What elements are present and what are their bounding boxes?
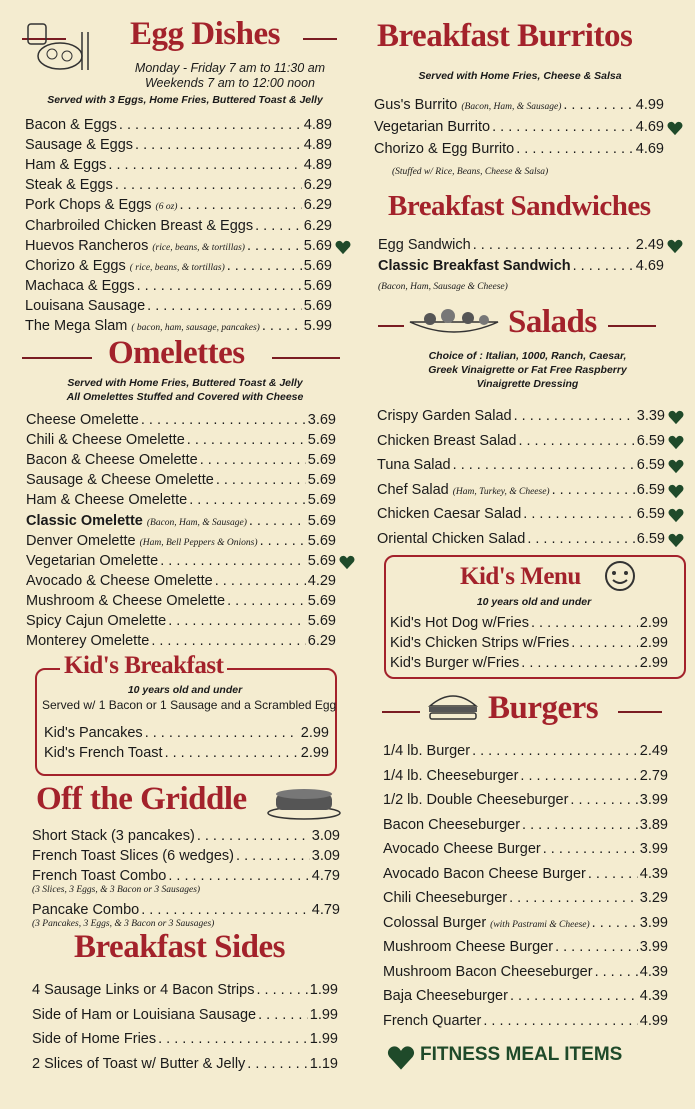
leader-dots: [216, 472, 306, 488]
menu-item-price: 6.29: [303, 197, 332, 214]
menu-item: [26, 412, 336, 428]
menu-item-price: 1.99: [309, 1031, 338, 1047]
fitness-heart-icon: [387, 1045, 415, 1071]
menu-item-price: 4.79: [311, 902, 340, 918]
menu-item-name: Pork Chops & Eggs: [25, 197, 152, 214]
menu-item-price: 3.09: [311, 848, 340, 864]
menu-item-name: Classic Breakfast Sandwich: [378, 258, 571, 274]
menu-item-price: 2.99: [639, 615, 668, 631]
menu-item-price: 5.99: [303, 318, 332, 334]
leader-dots: [160, 553, 306, 569]
salad-bowl-icon: [408, 308, 500, 338]
menu-item: [25, 137, 332, 153]
menu-item-name: 1/4 lb. Cheeseburger: [383, 767, 519, 784]
menu-item-name: Ham & Cheese Omelette: [26, 492, 188, 509]
burgers-title: Burgers: [488, 690, 599, 726]
menu-item-price: 4.99: [639, 1012, 668, 1029]
menu-item-name: Colossal Burger: [383, 914, 487, 931]
menu-item: [25, 218, 332, 234]
leader-dots: [518, 433, 634, 449]
menu-item: [26, 553, 336, 569]
menu-item-name: Mushroom Cheese Burger: [383, 939, 554, 955]
menu-item: [377, 482, 665, 498]
menu-item-price: 2.99: [639, 635, 668, 651]
menu-item-price: 1.99: [309, 982, 338, 998]
menu-item-name: Chicken Breast Salad: [377, 432, 517, 449]
menu-item-name: Pancake Combo: [32, 902, 140, 918]
menu-item-price: 4.69: [635, 258, 664, 274]
menu-item-name: Egg Sandwich: [378, 237, 471, 253]
menu-item: [377, 506, 665, 522]
menu-item-name: Huevos Rancheros: [25, 237, 149, 254]
leader-dots: [520, 768, 637, 784]
menu-item-price: 4.39: [639, 963, 668, 980]
menu-item-name: The Mega Slam: [25, 318, 128, 334]
leader-dots: [573, 258, 634, 274]
menu-item-price: 2.99: [300, 745, 329, 761]
leader-dots: [147, 298, 302, 314]
menu-item: [374, 97, 664, 113]
menu-item-name: Tuna Salad: [377, 457, 451, 474]
menu-item-name: 1/4 lb. Burger: [383, 743, 471, 759]
leader-dots: [236, 848, 310, 864]
menu-item: [390, 635, 668, 651]
leader-dots: [135, 137, 302, 153]
leader-dots: [516, 141, 634, 157]
leader-dots: [179, 197, 301, 213]
sides-title: Breakfast Sides: [74, 929, 285, 965]
menu-item-price: 5.69: [303, 257, 332, 274]
leader-dots: [570, 792, 637, 808]
menu-item: [377, 433, 665, 449]
burritos-title: Breakfast Burritos: [377, 18, 633, 54]
leader-dots: [115, 177, 302, 193]
leader-dots: [227, 593, 306, 609]
leader-dots: [473, 237, 634, 253]
menu-item-price: 5.69: [307, 552, 336, 569]
menu-item-price: 6.59: [636, 506, 665, 523]
leader-dots: [492, 119, 634, 135]
menu-item-name: Crispy Garden Salad: [377, 408, 512, 424]
menu-item-name: Kid's French Toast: [44, 745, 163, 761]
menu-item: [390, 655, 668, 671]
menu-item-description: (rice, beans, & tortillas): [152, 242, 245, 253]
menu-item-name: Side of Ham or Louisiana Sausage: [32, 1006, 257, 1023]
leader-dots: [189, 492, 306, 508]
menu-item-price: 4.89: [303, 117, 332, 133]
menu-item-price: 6.59: [636, 432, 665, 449]
leader-dots: [256, 982, 307, 998]
leader-dots: [595, 964, 638, 980]
leader-dots: [108, 157, 301, 173]
menu-item-note: (3 Pancakes, 3 Eggs, & 3 Bacon or 3 Sausages): [32, 919, 215, 929]
leader-dots: [165, 745, 299, 761]
menu-item-price: 5.69: [307, 532, 336, 549]
menu-item: [383, 792, 668, 808]
menu-item-name: Classic Omelette: [26, 512, 143, 529]
leader-dots: [247, 1056, 307, 1072]
menu-item-price: 2.99: [300, 725, 329, 741]
menu-item-name: Kid's Hot Dog w/Fries: [390, 615, 529, 631]
menu-item: [26, 633, 336, 649]
menu-item-price: 4.89: [303, 137, 332, 154]
salads-choice-3: Vinaigrette Dressing: [476, 378, 579, 390]
menu-item-name: Chili Cheeseburger: [383, 890, 508, 906]
menu-item-price: 6.59: [636, 531, 665, 547]
menu-item-price: 5.69: [303, 277, 332, 294]
leader-dots: [552, 482, 635, 498]
fitness-heart-icon: [339, 555, 355, 570]
menu-item-price: 5.69: [307, 492, 336, 509]
menu-item: [378, 258, 664, 274]
fitness-heart-icon: [335, 240, 351, 255]
menu-item-name: 4 Sausage Links or 4 Bacon Strips: [32, 982, 255, 998]
menu-item: [32, 902, 340, 918]
leader-dots: [255, 218, 302, 234]
leader-dots: [521, 655, 637, 671]
menu-item-price: 2.79: [639, 767, 668, 784]
menu-item-name: Sausage & Cheese Omelette: [26, 472, 214, 489]
menu-item-name: Chicken Caesar Salad: [377, 506, 522, 523]
burritos-note: (Stuffed w/ Rice, Beans, Cheese & Salsa): [392, 167, 549, 177]
menu-item-name: Short Stack (3 pancakes): [32, 828, 195, 844]
salads-choice-1: Choice of : Italian, 1000, Ranch, Caesar,: [428, 350, 627, 362]
sandwiches-note: (Bacon, Ham, Sausage & Cheese): [378, 282, 508, 292]
leader-dots: [247, 238, 302, 254]
egg-dishes-subtitle: Served with 3 Eggs, Home Fries, Buttered Toast & Jelly: [47, 94, 323, 106]
menu-item: [26, 593, 336, 609]
kids-breakfast-title: Kid's Breakfast: [60, 652, 227, 680]
menu-item-price: 4.29: [307, 572, 336, 589]
menu-item-name: Bacon & Eggs: [25, 117, 117, 133]
menu-item-price: 4.99: [635, 97, 664, 113]
menu-item-price: 5.69: [307, 452, 336, 469]
kids-breakfast-note: Served w/ 1 Bacon or 1 Sausage and a Scrambled Egg: [42, 698, 337, 712]
leader-dots: [200, 452, 306, 468]
menu-item: [390, 615, 668, 631]
menu-item: [383, 866, 668, 882]
menu-item-price: 4.39: [639, 865, 668, 882]
leader-dots: [522, 817, 638, 833]
menu-item-name: Chef Salad: [377, 481, 449, 498]
menu-item: [26, 452, 336, 468]
menu-item-price: 3.99: [639, 939, 668, 955]
menu-item-description: (Bacon, Ham, & Sausage): [146, 517, 247, 528]
menu-item-name: Kid's Chicken Strips w/Fries: [390, 635, 570, 651]
menu-item-name: Gus's Burrito: [374, 97, 458, 113]
leader-dots: [453, 457, 635, 473]
menu-item-name: Chorizo & Eggs: [25, 257, 126, 274]
menu-item-price: 5.69: [307, 472, 336, 489]
menu-item: [32, 1031, 338, 1047]
menu-item-price: 2.49: [635, 237, 664, 253]
menu-item: [383, 939, 668, 955]
menu-item: [383, 964, 668, 980]
kids-breakfast-subtitle: 10 years old and under: [127, 684, 243, 696]
menu-item: [32, 848, 340, 864]
menu-item-price: 6.29: [307, 633, 336, 650]
menu-item: [32, 1007, 338, 1023]
menu-item: [383, 817, 668, 833]
menu-item: [378, 237, 664, 253]
menu-item-name: French Toast Slices (6 wedges): [32, 848, 235, 864]
menu-item: [25, 258, 332, 274]
leader-dots: [215, 573, 306, 589]
menu-item-price: 6.29: [303, 217, 332, 234]
menu-item-name: Steak & Eggs: [25, 177, 113, 194]
menu-item: [26, 432, 336, 448]
menu-item-name: Cheese Omelette: [26, 412, 139, 428]
fitness-legend-label: FITNESS MEAL ITEMS: [420, 1044, 623, 1065]
divider: [272, 357, 340, 359]
menu-item: [32, 868, 340, 884]
menu-item-name: Louisana Sausage: [25, 297, 146, 314]
divider: [382, 711, 420, 713]
menu-item-price: 1.99: [309, 1006, 338, 1023]
menu-item: [383, 915, 668, 931]
sandwiches-title: Breakfast Sandwiches: [388, 190, 651, 222]
burger-icon: [426, 690, 480, 726]
menu-item: [25, 238, 332, 254]
fitness-heart-icon: [668, 410, 684, 425]
menu-item-price: 5.69: [307, 592, 336, 609]
breakfast-plate-icon: [22, 18, 92, 76]
menu-item-price: 3.89: [639, 816, 668, 833]
menu-item-name: Denver Omelette: [26, 532, 136, 549]
fitness-heart-icon: [668, 533, 684, 548]
menu-item-description: (Ham, Bell Peppers & Onions): [139, 537, 258, 548]
leader-dots: [483, 1013, 637, 1029]
menu-item-price: 3.69: [307, 412, 336, 428]
menu-item-price: 4.69: [635, 119, 664, 135]
menu-item-name: Machaca & Eggs: [25, 277, 135, 294]
leader-dots: [258, 1007, 308, 1023]
menu-item: [26, 613, 336, 629]
leader-dots: [141, 412, 306, 428]
menu-item-name: 1/2 lb. Double Cheeseburger: [383, 792, 569, 808]
menu-item: [25, 278, 332, 294]
burritos-subtitle: Served with Home Fries, Cheese & Salsa: [418, 70, 622, 82]
leader-dots: [472, 743, 638, 759]
menu-item-name: Chili & Cheese Omelette: [26, 432, 185, 449]
leader-dots: [249, 513, 306, 529]
menu-item: [374, 141, 664, 157]
menu-item-name: Baja Cheeseburger: [383, 988, 508, 1004]
menu-item-name: 2 Slices of Toast w/ Butter & Jelly: [32, 1055, 246, 1072]
menu-item: [383, 1013, 668, 1029]
omelettes-title: Omelettes: [108, 335, 245, 371]
menu-item: [26, 533, 336, 549]
leader-dots: [510, 988, 638, 1004]
menu-item: [377, 408, 665, 424]
menu-item: [25, 177, 332, 193]
menu-item: [383, 988, 668, 1004]
menu-item-price: 6.59: [636, 481, 665, 498]
menu-item-price: 3.99: [639, 841, 668, 857]
leader-dots: [187, 432, 306, 448]
menu-item: [25, 197, 332, 213]
leader-dots: [141, 902, 310, 918]
hours-weekend: Weekends 7 am to 12:00 noon: [144, 76, 316, 90]
menu-item: [26, 513, 336, 529]
menu-item-price: 3.99: [639, 792, 668, 808]
leader-dots: [588, 866, 638, 882]
menu-item-price: 4.39: [639, 988, 668, 1004]
leader-dots: [527, 531, 634, 547]
divider: [608, 325, 656, 327]
fitness-heart-icon: [668, 459, 684, 474]
menu-item: [26, 472, 336, 488]
divider: [378, 325, 404, 327]
leader-dots: [137, 278, 302, 294]
leader-dots: [168, 868, 309, 884]
leader-dots: [168, 613, 306, 629]
menu-item: [25, 157, 332, 173]
kid-face-icon: [598, 558, 642, 594]
menu-item-name: French Quarter: [383, 1012, 482, 1029]
griddle-title: Off the Griddle: [36, 781, 247, 817]
menu-item: [383, 890, 668, 906]
leader-dots: [158, 1031, 308, 1047]
menu-item-price: 6.29: [303, 177, 332, 194]
menu-item: [383, 768, 668, 784]
leader-dots: [531, 615, 638, 631]
menu-item-price: 3.29: [639, 890, 668, 906]
menu-item: [25, 298, 332, 314]
menu-item: [26, 492, 336, 508]
hours-weekday: Monday - Friday 7 am to 11:30 am: [134, 61, 326, 75]
fitness-heart-icon: [668, 484, 684, 499]
menu-item: [374, 119, 664, 135]
menu-item-price: 5.69: [307, 613, 336, 629]
menu-item-price: 5.69: [307, 512, 336, 529]
divider: [303, 38, 337, 40]
menu-item-note: (3 Slices, 3 Eggs, & 3 Bacon or 3 Sausages): [32, 885, 201, 895]
divider: [22, 357, 92, 359]
leader-dots: [514, 408, 635, 424]
menu-item-name: Spicy Cajun Omelette: [26, 613, 167, 629]
leader-dots: [145, 725, 299, 741]
menu-item: [377, 531, 665, 547]
leader-dots: [509, 890, 638, 906]
menu-item-name: Avocado Bacon Cheese Burger: [383, 865, 586, 882]
menu-item-name: Chorizo & Egg Burrito: [374, 141, 515, 157]
menu-item-name: Charbroiled Chicken Breast & Eggs: [25, 217, 254, 234]
leader-dots: [260, 533, 306, 549]
menu-item-price: 5.69: [307, 432, 336, 449]
fitness-heart-icon: [667, 121, 683, 136]
menu-item-name: Vegetarian Omelette: [26, 552, 159, 569]
menu-item-description: ( rice, beans, & tortillas): [129, 262, 225, 273]
omelettes-subtitle-1: Served with Home Fries, Buttered Toast & Jelly: [67, 377, 303, 389]
fitness-heart-icon: [668, 508, 684, 523]
menu-item-name: Kid's Burger w/Fries: [390, 655, 520, 671]
leader-dots: [571, 635, 638, 651]
menu-item: [25, 318, 332, 334]
menu-item-price: 4.69: [635, 141, 664, 157]
leader-dots: [543, 841, 638, 857]
salads-title: Salads: [508, 304, 597, 340]
menu-item-price: 4.79: [311, 868, 340, 884]
menu-item: [32, 1056, 338, 1072]
menu-item: [383, 841, 668, 857]
leader-dots: [563, 97, 633, 113]
menu-item: [32, 828, 340, 844]
menu-item-price: 3.09: [311, 828, 340, 844]
menu-item: [25, 117, 332, 133]
pancake-stack-icon: [266, 784, 344, 820]
menu-item-name: Bacon Cheeseburger: [383, 816, 521, 833]
menu-item-name: Mushroom Bacon Cheeseburger: [383, 963, 593, 980]
menu-item-name: Side of Home Fries: [32, 1031, 157, 1047]
menu-item: [32, 982, 338, 998]
salads-choice-2: Greek Vinaigrette or Fat Free Raspberry: [428, 364, 627, 376]
leader-dots: [197, 828, 310, 844]
kids-menu-subtitle: 10 years old and under: [476, 596, 592, 608]
omelettes-subtitle-2: All Omelettes Stuffed and Covered with Cheese: [66, 391, 304, 403]
menu-item-description: ( bacon, ham, sausage, pancakes): [131, 323, 260, 333]
menu-item-price: 1.19: [309, 1055, 338, 1072]
menu-item-price: 5.69: [303, 297, 332, 314]
fitness-heart-icon: [668, 435, 684, 450]
divider: [618, 711, 662, 713]
menu-item-name: Bacon & Cheese Omelette: [26, 452, 198, 469]
menu-item-name: Sausage & Eggs: [25, 137, 134, 154]
menu-item-price: 4.89: [303, 157, 332, 174]
leader-dots: [227, 258, 302, 274]
menu-item-price: 3.39: [636, 408, 665, 424]
menu-item-price: 3.99: [639, 914, 668, 931]
menu-item: [383, 743, 668, 759]
menu-item-name: Avocado Cheese Burger: [383, 841, 541, 857]
menu-item-description: (Bacon, Ham, & Sausage): [461, 102, 562, 112]
menu-item: [44, 745, 329, 761]
leader-dots: [119, 117, 302, 133]
fitness-heart-icon: [667, 239, 683, 254]
menu-item: [44, 725, 329, 741]
leader-dots: [523, 506, 634, 522]
menu-item-description: (with Pastrami & Cheese): [490, 919, 590, 930]
leader-dots: [555, 939, 638, 955]
menu-item-name: Vegetarian Burrito: [374, 119, 491, 135]
menu-item: [377, 457, 665, 473]
menu-item-name: Ham & Eggs: [25, 157, 107, 174]
menu-item-price: 2.49: [639, 743, 668, 759]
menu-item-name: Avocado & Cheese Omelette: [26, 572, 213, 589]
leader-dots: [151, 633, 305, 649]
menu-item-price: 2.99: [639, 655, 668, 671]
menu-item-name: Kid's Pancakes: [44, 725, 143, 741]
menu-item-description: (Ham, Turkey, & Cheese): [452, 486, 550, 497]
menu-item-name: Mushroom & Cheese Omelette: [26, 592, 226, 609]
menu-item-name: Monterey Omelette: [26, 633, 150, 650]
menu-item-name: Oriental Chicken Salad: [377, 531, 526, 547]
egg-dishes-title: Egg Dishes: [130, 16, 280, 52]
kids-menu-title: Kid's Menu: [460, 563, 581, 590]
menu-item: [26, 573, 336, 589]
menu-item-description: (6 oz): [155, 202, 178, 213]
menu-item-price: 5.69: [303, 237, 332, 254]
leader-dots: [592, 915, 638, 931]
menu-item-name: French Toast Combo: [32, 868, 167, 884]
menu-item-price: 6.59: [636, 457, 665, 474]
leader-dots: [262, 318, 302, 334]
